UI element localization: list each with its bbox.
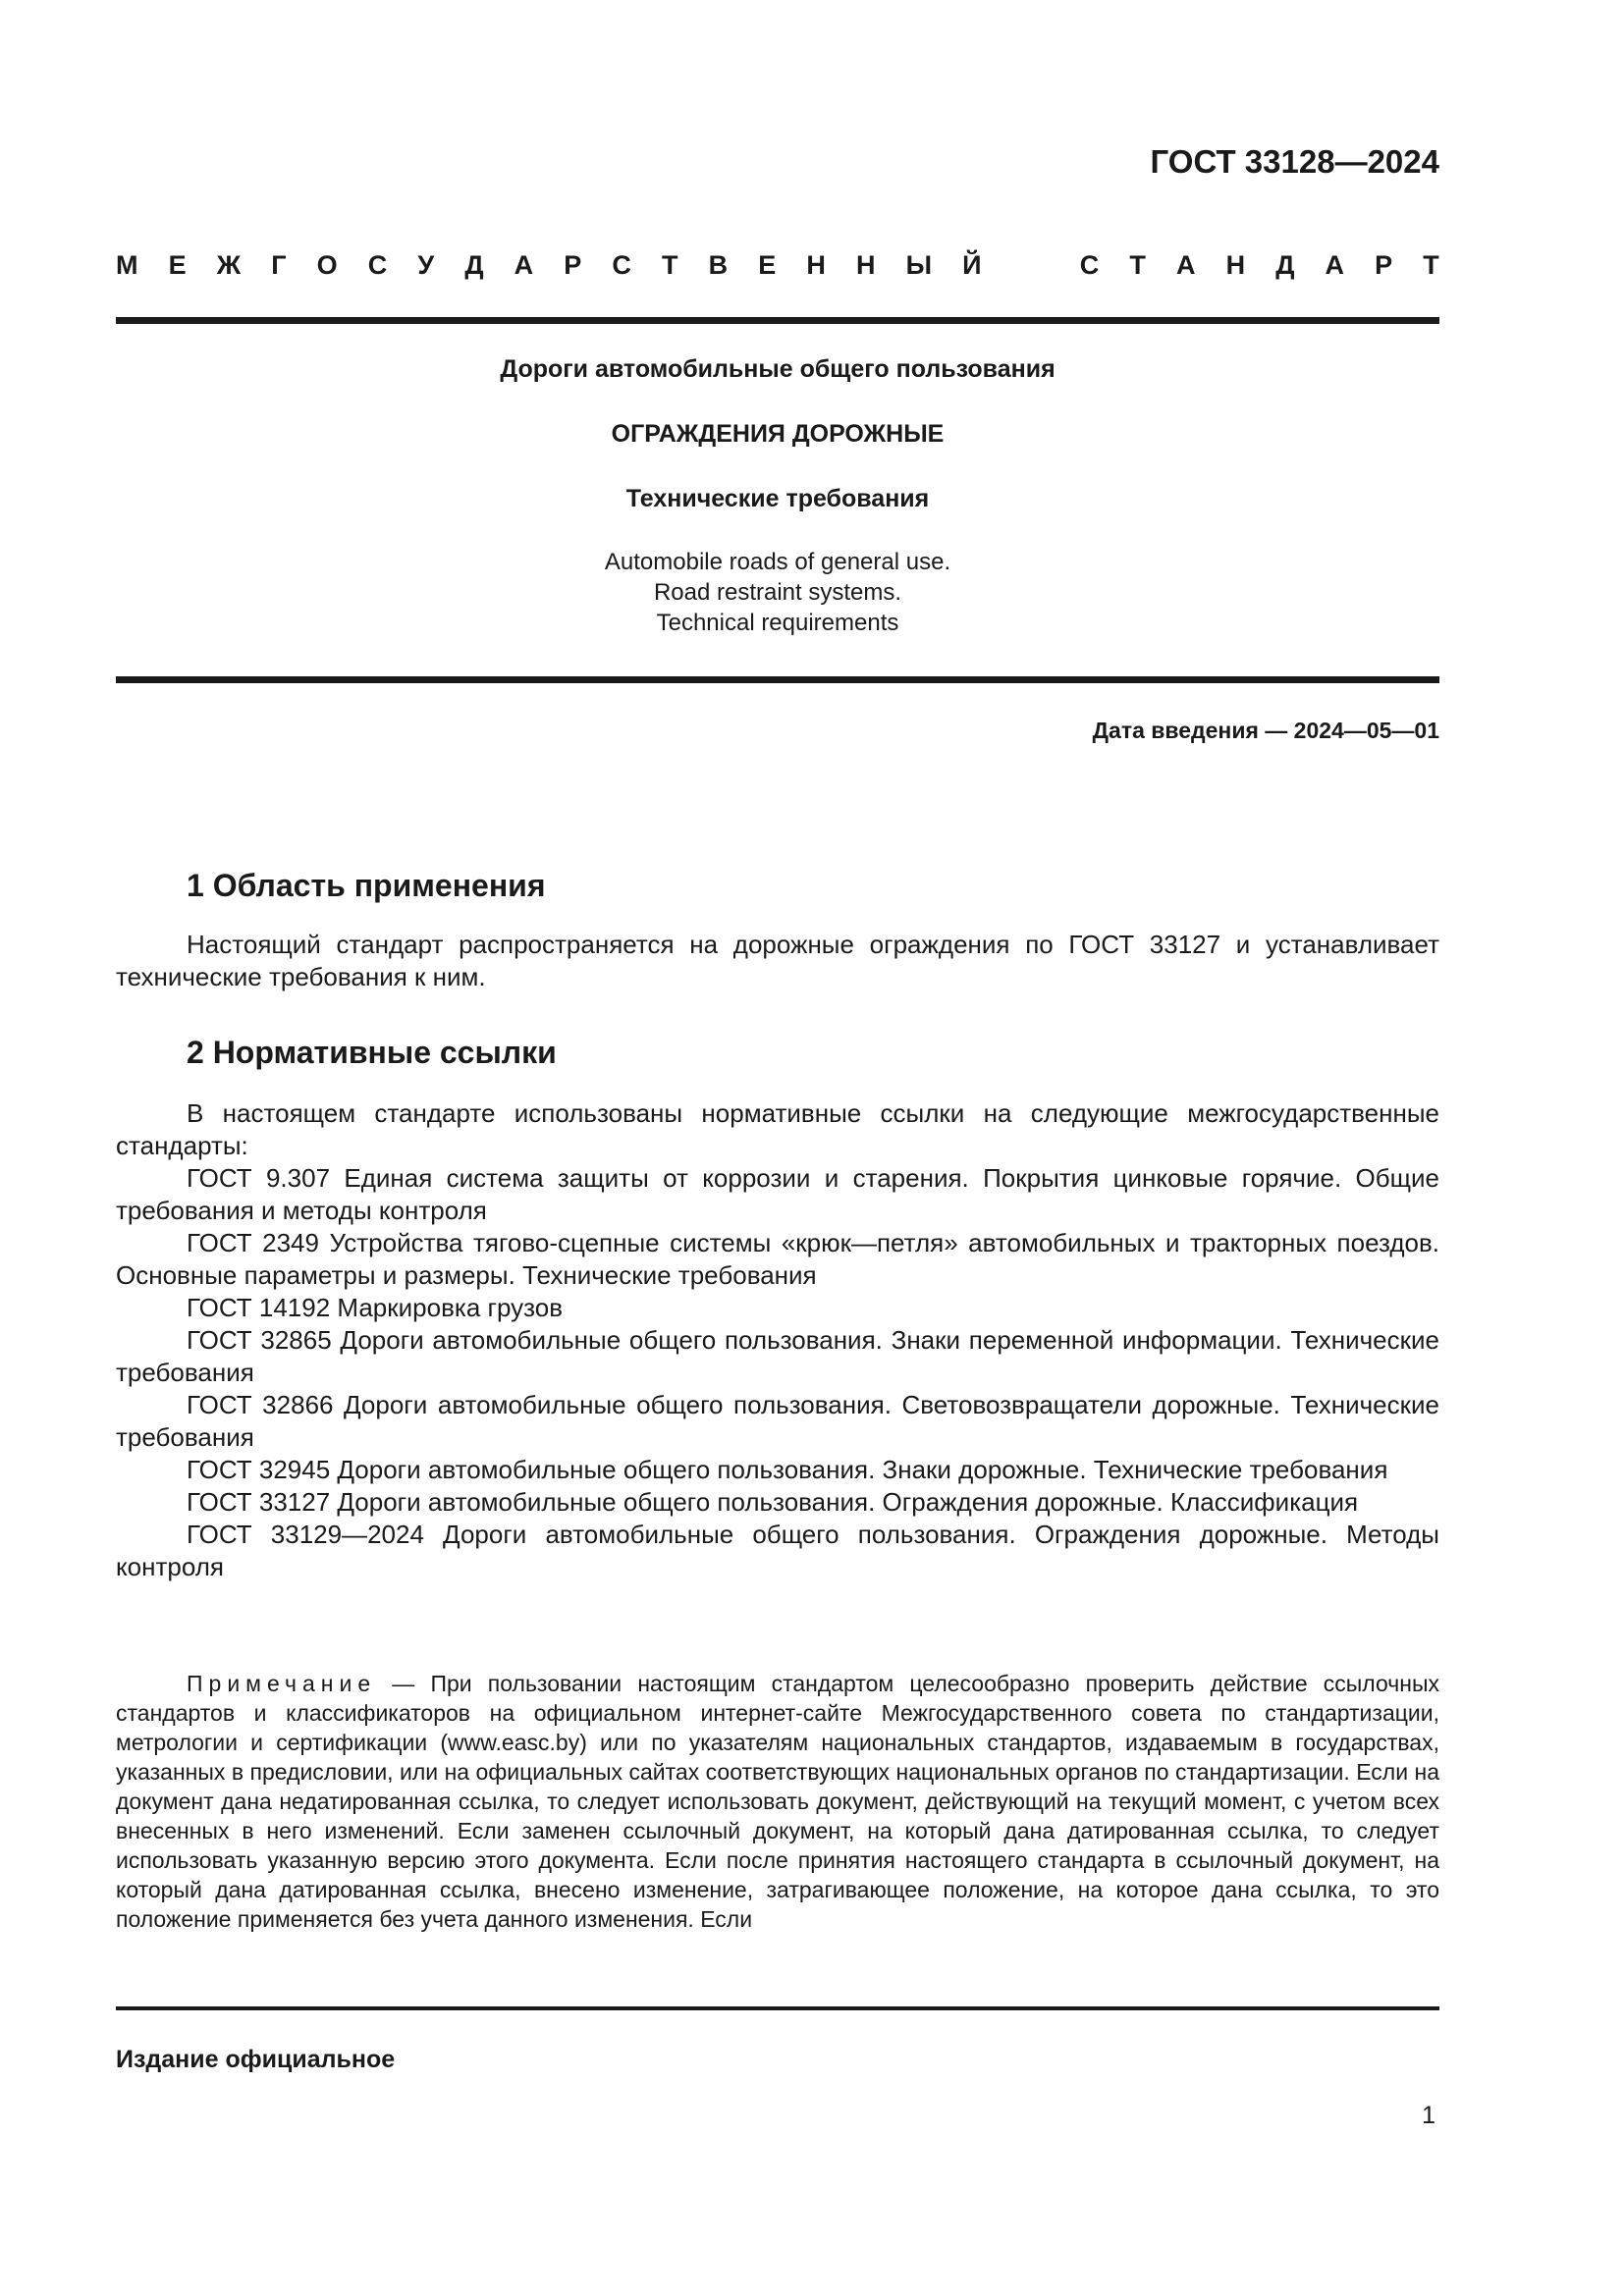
note-label: Примечание — [187, 1671, 377, 1696]
title-english — [116, 547, 1439, 638]
interstate-letter: М — [116, 250, 138, 280]
interstate-letter: Ы — [905, 250, 933, 280]
references-note — [116, 1669, 1439, 1934]
interstate-letter: Т — [662, 250, 678, 280]
interstate-letter: Т — [1129, 250, 1146, 280]
interstate-letter: У — [417, 250, 435, 280]
interstate-letter: А — [1325, 250, 1345, 280]
interstate-letter: Н — [806, 250, 826, 280]
title-main: ОГРАЖДЕНИЯ ДОРОЖНЫЕ — [611, 420, 945, 448]
title-english-line: Technical requirements — [656, 610, 899, 636]
reference-item: ГОСТ 32866 Дороги автомобильные общего пользования. Световозвращатели дорожные. Технические требования — [116, 1390, 1439, 1452]
gost-number: ГОСТ 33128—2024 — [1150, 143, 1439, 180]
interstate-letter: Т — [1423, 250, 1439, 280]
reference-item: ГОСТ 14192 Маркировка грузов — [187, 1293, 564, 1322]
interstate-letter: Е — [758, 250, 777, 280]
reference-item: ГОСТ 32945 Дороги автомобильные общего пользования. Знаки дорожные. Технические требования — [187, 1455, 1388, 1484]
interstate-letter: Д — [464, 250, 484, 280]
interstate-letter: Р — [1375, 250, 1393, 280]
section-2-intro: В настоящем стандарте использованы нормативные ссылки на следующие межгосударственные стандарты: — [116, 1098, 1439, 1160]
official-edition-label: Издание официальное — [116, 2046, 396, 2073]
interstate-letter: С — [1079, 250, 1100, 280]
interstate-letter: С — [612, 250, 631, 280]
reference-item: ГОСТ 32865 Дороги автомобильные общего пользования. Знаки переменной информации. Технические требования — [116, 1325, 1439, 1387]
title-english-line: Automobile roads of general use. — [604, 549, 951, 575]
header-rule-top — [116, 317, 1439, 324]
section-1-text — [116, 929, 1439, 993]
footer-rule — [116, 2006, 1439, 2010]
word-gap — [1012, 250, 1050, 292]
interstate-letter: Ж — [216, 250, 242, 280]
normative-references-list — [116, 1097, 1439, 1583]
introduction-date: Дата введения — 2024—05—01 — [1092, 718, 1439, 743]
title-road-category: Дороги автомобильные общего пользования — [500, 355, 1056, 383]
interstate-letter: Й — [962, 250, 982, 280]
reference-item: ГОСТ 2349 Устройства тягово-сцепные системы «крюк—петля» автомобильных и тракторных поездов. Основные параметры и размеры. Технические требования — [116, 1228, 1439, 1290]
interstate-letter: Н — [855, 250, 876, 280]
page-number: 1 — [1422, 2102, 1435, 2129]
interstate-letter: А — [1175, 250, 1196, 280]
title-subtitle: Технические требования — [625, 485, 930, 512]
title-english-line: Road restraint systems. — [653, 579, 902, 606]
interstate-letter: Д — [1275, 250, 1295, 280]
section-1-heading: 1 Область применения — [187, 868, 546, 903]
reference-item: ГОСТ 9.307 Единая система защиты от коррозии и старения. Покрытия цинковые горячие. Общие требования и методы контроля — [116, 1163, 1439, 1225]
interstate-letter: О — [316, 250, 338, 280]
interstate-letter: Е — [168, 250, 187, 280]
section-1-text-body: Настоящий стандарт распространяется на дорожные ограждения по ГОСТ 33127 и устанавливает технические требования к ним. — [116, 930, 1439, 991]
interstate-letter: А — [514, 250, 534, 280]
reference-item: ГОСТ 33129—2024 Дороги автомобильные общего пользования. Ограждения дорожные. Методы контроля — [116, 1520, 1439, 1581]
interstate-letter: Н — [1225, 250, 1246, 280]
interstate-letter: В — [708, 250, 729, 280]
interstate-letter: Р — [564, 250, 582, 280]
reference-item: ГОСТ 33127 Дороги автомобильные общего пользования. Ограждения дорожные. Классификация — [187, 1487, 1359, 1517]
interstate-letter: С — [367, 250, 388, 280]
section-2-heading: 2 Нормативные ссылки — [187, 1035, 557, 1070]
header-rule-bottom — [116, 676, 1439, 683]
note-text: — При пользовании настоящим стандартом целесообразно проверить действие ссылочных стандартов и классификаторов на официальном интернет-сайте Межгосударственного совета по стандартизации, метрологии и сертификации (www.easc.by) или по указателям национальных стандартов, издаваемым в государствах, указанных в предисловии, или на официальных сайтах соответствующих национальных органов по стандартизации. Если на документ дана недатированная ссылка, то следует использовать документ, действующий на текущий момент, с учетом всех внесенных в него изменений. Если заменен ссылочный документ, на который дана датированная ссылка, то следует использовать указанную версию этого документа. Если после принятия настоящего стандарта в ссылочный документ, на который дана датированная ссылка, внесено изменение, затрагивающее положение, на которое дана ссылка, то это положение применяется без учета данного изменения. Если — [116, 1671, 1439, 1932]
interstate-letter: Г — [271, 250, 287, 280]
interstate-standard-heading — [116, 250, 1439, 292]
